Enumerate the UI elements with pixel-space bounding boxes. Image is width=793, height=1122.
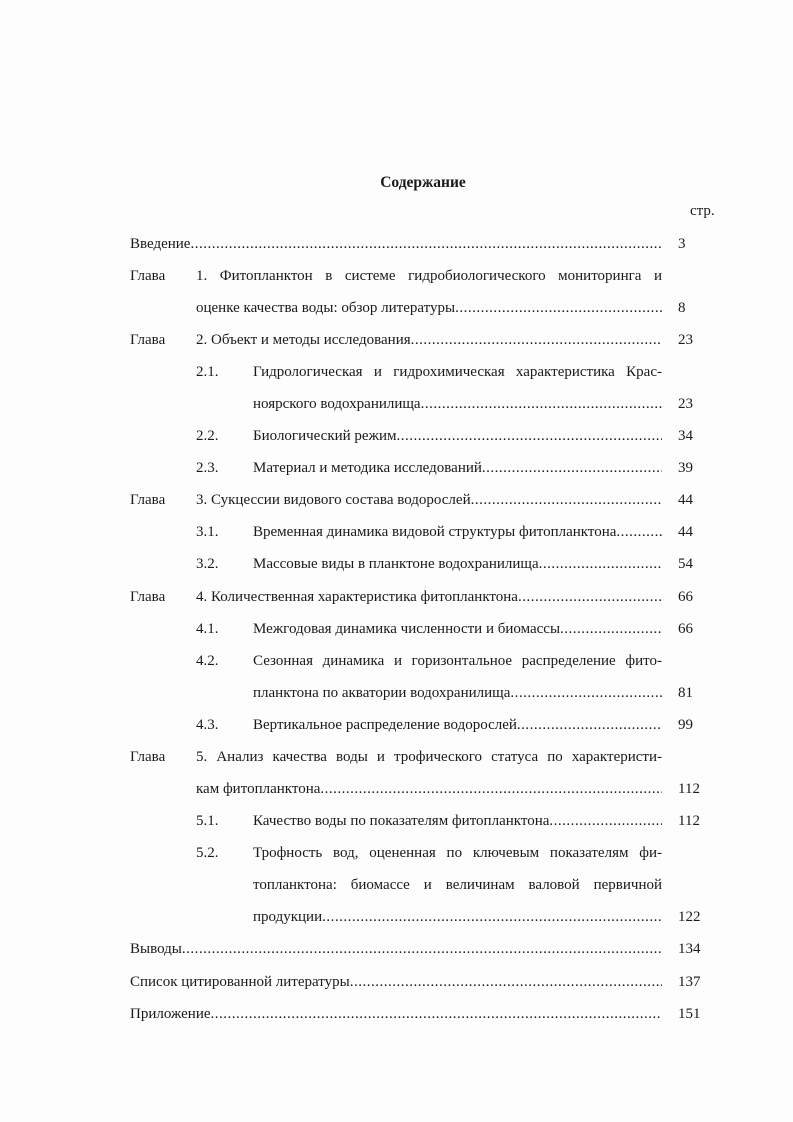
toc-page-number: 23 [678, 396, 693, 412]
toc-entry-appendix[interactable] [130, 1004, 662, 1024]
toc-entry-ch1-line2[interactable] [196, 298, 662, 318]
toc-entry-s21-line1[interactable]: Гидрологическая и гидрохимическая характеристика Крас- [253, 364, 662, 380]
toc-entry-label: планктона по акватории водохранилища [253, 685, 511, 701]
toc-entry-ch3[interactable] [196, 490, 662, 510]
toc-page-number: 81 [678, 685, 693, 701]
dot-leader [518, 587, 662, 607]
toc-entry-label: Введение [130, 236, 191, 252]
dot-leader [211, 1004, 662, 1024]
toc-entry-label: Вертикальное распределение водорослей [253, 717, 517, 733]
dot-leader [549, 811, 662, 831]
dot-leader [320, 779, 662, 799]
dot-leader [182, 939, 662, 959]
dot-leader [190, 234, 662, 254]
toc-entry-ch2[interactable] [196, 330, 662, 350]
toc-entry-references[interactable] [130, 972, 662, 992]
toc-entry-label: Выводы [130, 941, 182, 957]
section-number: 5.1. [196, 813, 219, 829]
chapter-word: Глава [130, 589, 166, 605]
toc-entry-label: Биологический режим [253, 428, 397, 444]
toc-entry-label: 2. Объект и методы исследования [196, 332, 411, 348]
dot-leader [560, 619, 662, 639]
dot-leader [517, 715, 662, 735]
dot-leader [421, 394, 662, 414]
toc-entry-label: Приложение [130, 1006, 211, 1022]
toc-page-number: 66 [678, 621, 693, 637]
toc-entry-label: Список цитированной литературы [130, 974, 350, 990]
toc-entry-s32[interactable] [253, 554, 662, 574]
toc-entry-label: Массовые виды в планктоне водохранилища [253, 556, 539, 572]
dot-leader [411, 330, 662, 350]
dot-leader [471, 490, 662, 510]
toc-page-number: 66 [678, 589, 693, 605]
section-number: 3.1. [196, 524, 219, 540]
toc-page-number: 23 [678, 332, 693, 348]
toc-page-number: 44 [678, 492, 693, 508]
section-number: 4.3. [196, 717, 219, 733]
dot-leader [616, 522, 662, 542]
section-number: 2.3. [196, 460, 219, 476]
toc-entry-ch1-line1[interactable]: 1. Фитопланктон в системе гидробиологического мониторинга и [196, 268, 662, 284]
dot-leader [510, 683, 662, 703]
dot-leader [455, 298, 662, 318]
section-number: 4.1. [196, 621, 219, 637]
chapter-word: Глава [130, 268, 166, 284]
toc-entry-intro[interactable] [130, 234, 662, 254]
dot-leader [322, 907, 662, 927]
toc-entry-s42-line2[interactable] [253, 683, 662, 703]
toc-entry-s43[interactable] [253, 715, 662, 735]
dot-leader [482, 458, 662, 478]
section-number: 2.1. [196, 364, 219, 380]
chapter-word: Глава [130, 749, 166, 765]
page-title: Содержание [380, 174, 466, 191]
toc-entry-s52-line3[interactable] [253, 907, 662, 927]
toc-page-number: 99 [678, 717, 693, 733]
dot-leader [539, 554, 662, 574]
toc-page-number: 44 [678, 524, 693, 540]
toc-entry-s41[interactable] [253, 619, 662, 639]
section-number: 4.2. [196, 653, 219, 669]
chapter-word: Глава [130, 332, 166, 348]
toc-entry-label: кам фитопланктона [196, 781, 321, 797]
toc-page-number: 122 [678, 909, 701, 925]
toc-entry-ch4[interactable] [196, 587, 662, 607]
toc-entry-s52-line1[interactable]: Трофность вод, оцененная по ключевым показателям фи- [253, 845, 662, 861]
toc-page-number: 8 [678, 300, 686, 316]
toc-entry-label: 4. Количественная характеристика фитопланктона [196, 589, 518, 605]
toc-page-number: 3 [678, 236, 686, 252]
toc-entry-s52-line2[interactable]: топланктона: биомассе и величинам валовой первичной [253, 877, 662, 893]
toc-page-number: 137 [678, 974, 701, 990]
toc-entry-label: продукции [253, 909, 323, 925]
toc-entry-s21-line2[interactable] [253, 394, 662, 414]
dot-leader [350, 972, 662, 992]
section-number: 5.2. [196, 845, 219, 861]
toc-entry-label: 3. Сукцессии видового состава водорослей [196, 492, 471, 508]
toc-page-number: 39 [678, 460, 693, 476]
toc-entry-s31[interactable] [253, 522, 662, 542]
toc-entry-label: Межгодовая динамика численности и биомассы [253, 621, 561, 637]
section-number: 2.2. [196, 428, 219, 444]
toc-entry-label: Качество воды по показателям фитопланктона [253, 813, 550, 829]
toc-entry-conclusions[interactable] [130, 939, 662, 959]
toc-entry-s42-line1[interactable]: Сезонная динамика и горизонтальное распределение фито- [253, 653, 662, 669]
toc-entry-label: ноярского водохранилища [253, 396, 421, 412]
toc-page-number: 134 [678, 941, 701, 957]
dot-leader [396, 426, 662, 446]
page-column-label: стр. [690, 203, 715, 219]
toc-page-number: 112 [678, 781, 700, 797]
chapter-word: Глава [130, 492, 166, 508]
toc-entry-ch5-line2[interactable] [196, 779, 662, 799]
toc-entry-ch5-line1[interactable]: 5. Анализ качества воды и трофического статуса по характеристи- [196, 749, 662, 765]
toc-entry-s23[interactable] [253, 458, 662, 478]
toc-page-number: 151 [678, 1006, 701, 1022]
toc-entry-s22[interactable] [253, 426, 662, 446]
toc-page-number: 54 [678, 556, 693, 572]
toc-page-number: 34 [678, 428, 693, 444]
toc-entry-label: оценке качества воды: обзор литературы [196, 300, 456, 316]
toc-entry-label: Материал и методика исследований [253, 460, 482, 476]
toc-entry-label: Временная динамика видовой структуры фитопланктона [253, 524, 617, 540]
toc-entry-s51[interactable] [253, 811, 662, 831]
section-number: 3.2. [196, 556, 219, 572]
toc-page-number: 112 [678, 813, 700, 829]
